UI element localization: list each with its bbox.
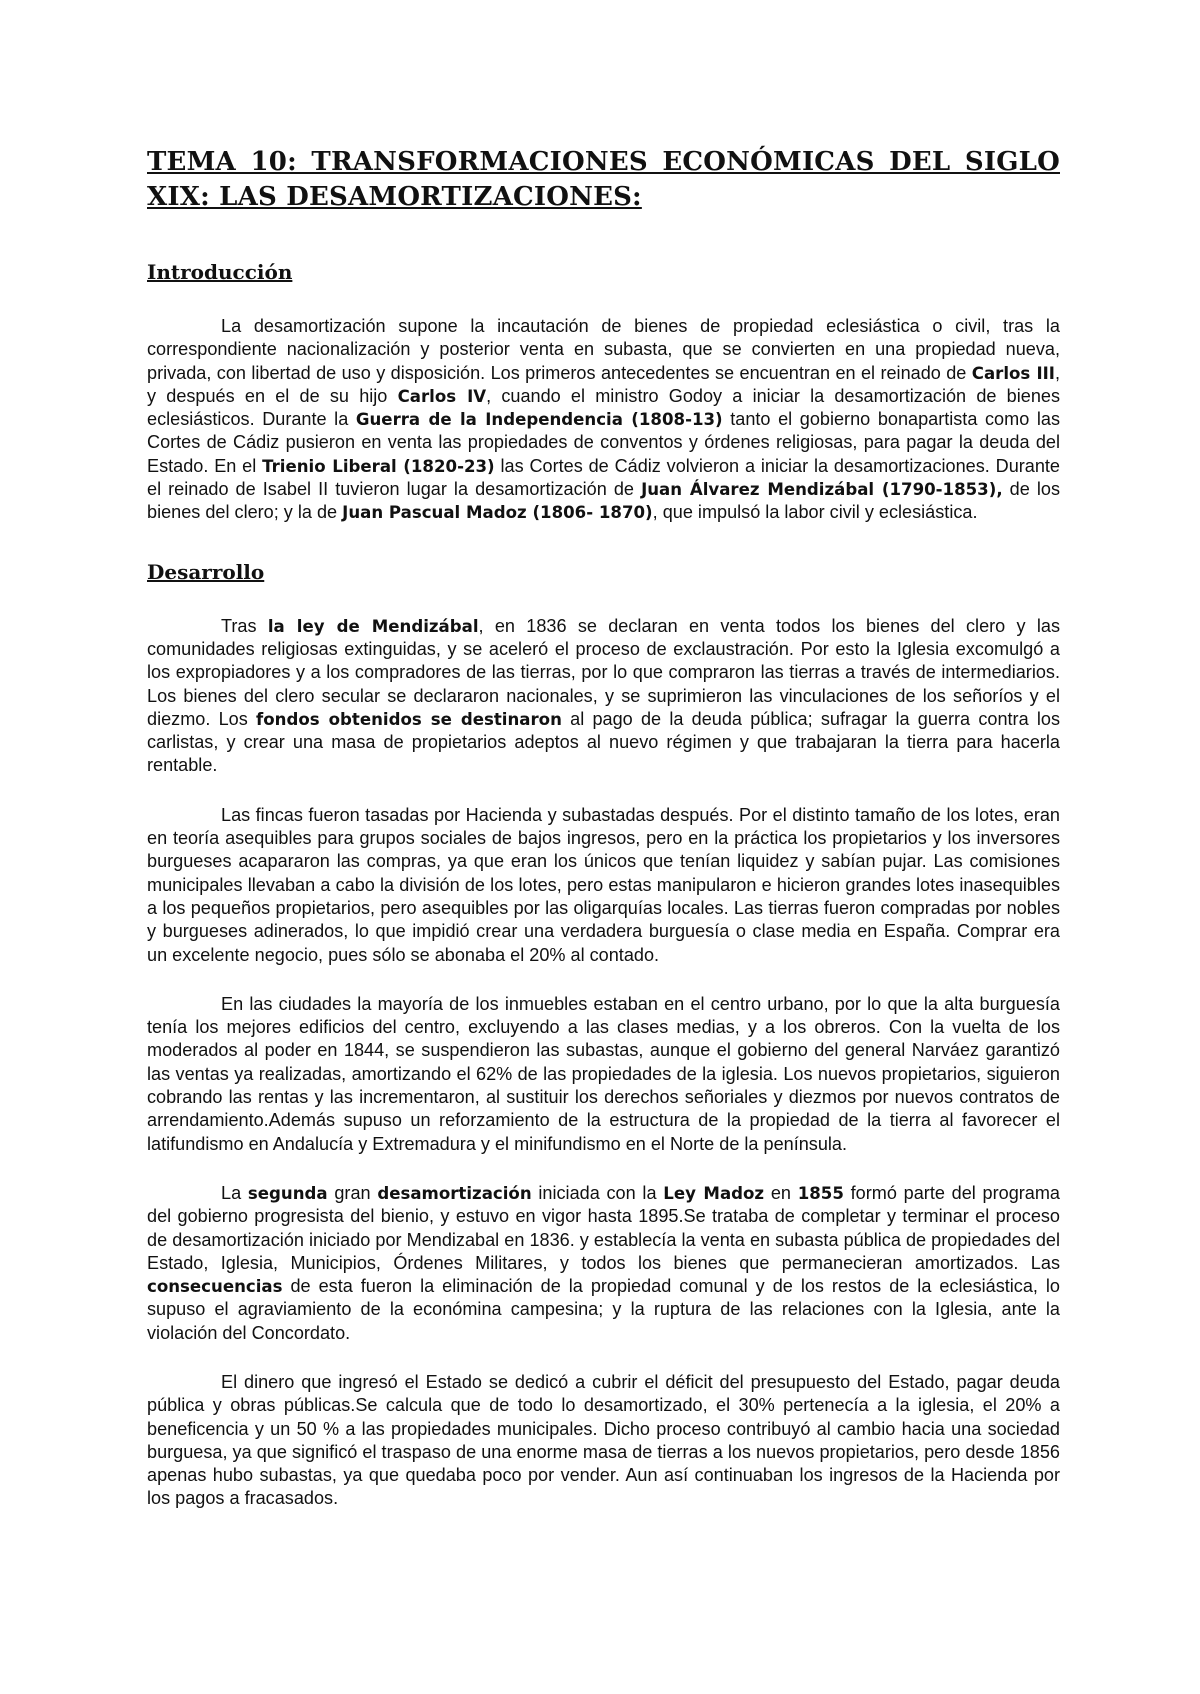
text-run: , en 1836 se declaran en venta todos los bienes del clero y las comunidades religiosas extinguidas, y se aceleró el proceso de exclaustración. Por esto la Iglesia excomulgó a los expropiadores y a los compradores de las tierras, por lo que compraron las tierras a través de intermediarios. Los bienes del clero secular se declararon nacionales, y se suprimieron las vinculaciones de los señoríos y el diezmo. Los [147,615,1061,729]
document-title: TEMA 10: TRANSFORMACIONES ECONÓMICAS DEL SIGLO XIX: LAS DESAMORTIZACIONES: [147,147,1060,212]
document-page [147,145,1060,1537]
section-heading-introduccion: Introducción [147,260,293,284]
text-run: , que impulsó la labor civil y eclesiástica. [652,502,978,523]
paragraph [147,615,1060,778]
text-run: formó parte del programa del gobierno progresista del bienio, y estuvo en vigor hasta 1895.Se trataba de completar y terminar el proceso de desamortización iniciado por Mendizabal en 1836. y establecía la venta en subasta pública de propiedades del Estado, Iglesia, Municipios, Órdenes Militares, y todos los bienes que permanecieran amortizados. Las [147,1182,1060,1273]
paragraph [147,1371,1060,1511]
paragraph [147,315,1060,525]
bold-text: desamortización [377,1183,532,1203]
text-run: en [764,1182,798,1203]
section-heading-desarrollo: Desarrollo [147,559,265,584]
bold-text: Carlos III [971,363,1055,383]
text-run: El dinero que ingresó el Estado se dedicó a cubrir el déficit del presupuesto del Estado, pagar deuda pública y obras públicas.Se calcula que de todo lo desamortizado, el 30% pertenecía a la iglesia, el 20% a beneficencia y un 50 % a las propiedades municipales. Dicho proceso contribuyó al cambio hacia una sociedad burguesa, ya que significó el traspaso de una enorme masa de tierras a los nuevos propietarios, pero desde 1856 apenas hubo subastas, ya que quedaba poco por vender. Aun así continuaban los ingresos de la Hacienda por los pagos a fracasados. [147,1371,1060,1509]
bold-text: consecuencias [147,1277,283,1297]
paragraph [147,804,1060,967]
text-run: En las ciudades la mayoría de los inmuebles estaban en el centro urbano, por lo que la alta burguesía tenía los mejores edificios del centro, excluyendo a las clases medias, y a los obreros. Con la vuelta de los moderados al poder en 1844, se suspendieron las subastas, aunque el gobierno del general Narváez garantizó las ventas ya realizadas, amortizando el 62% de las propiedades de la iglesia. Los nuevos propietarios, siguieron cobrando las rentas y las incrementaron, al sustituir los derechos señoriales y diezmos por nuevos contratos de arrendamiento.Además supuso un reforzamiento de la estructura de la propiedad de la tierra al favorecer el latifundismo en Andalucía y Extremadura y el minifundismo en el Norte de la península. [147,993,1060,1154]
text-run: gran [327,1182,378,1203]
bold-text: 1855 [797,1183,844,1203]
paragraph [147,1182,1060,1345]
bold-text: fondos obtenidos se destinaron [256,709,562,729]
text-run: iniciada con la [531,1182,664,1203]
text-run: las Cortes de Cádiz volvieron a iniciar la desamortizaciones. Durante el reinado de Isabel II tuvieron lugar la desamortización de [147,455,1060,500]
paragraph [147,993,1060,1156]
bold-text: Guerra de la Independencia (1808-13) [355,410,723,430]
text-run: de los bienes del clero; y la de [147,479,1060,523]
text-run: Tras [221,615,268,636]
document-body [147,259,1060,1511]
bold-text: Ley Madoz [663,1183,765,1203]
bold-text: segunda [247,1183,328,1203]
text-run: , y después en el de su hijo [147,362,1060,406]
bold-text: la ley de Mendizábal [267,616,479,636]
bold-text: Juan Álvarez Mendizábal (1790-1853), [641,480,1003,500]
text-run: , cuando el ministro Godoy a iniciar la desamortización de bienes eclesiásticos. Durante la [147,385,1060,430]
text-run: tanto el gobierno bonapartista como las Cortes de Cádiz pusieron en venta las propiedades de conventos y órdenes religiosas, para pagar la deuda del Estado. En el [147,409,1060,476]
text-run: La desamortización supone la incautación de bienes de propiedad eclesiástica o civil, tras la correspondiente nacionalización y posterior venta en subasta, que se convierten en una propiedad nueva, privada, con libertad de uso y disposición. Los primeros antecedentes se encuentran en el reinado de [147,316,1060,383]
text-run: de esta fueron la eliminación de la propiedad comunal y de los restos de la eclesiástica, lo supuso el agraviamiento de la económina campesina; y la ruptura de las relaciones con la Iglesia, ante la violación del Concordato. [147,1276,1060,1343]
bold-text: Carlos IV [397,386,487,406]
text-run: Las fincas fueron tasadas por Hacienda y subastadas después. Por el distinto tamaño de los lotes, eran en teoría asequibles para grupos sociales de bajos ingresos, pero en la práctica los propietarios y los inversores burgueses acapararon las compras, ya que eran los únicos que tenían liquidez y sabían pujar. Las comisiones municipales llevaban a cabo la división de los lotes, pero estas manipularon e hicieron grandes lotes inasequibles a los pequeños propietarios, pero asequibles por las oligarquías locales. Las tierras fueron compradas por nobles y burgueses adinerados, lo que impidió crear una verdadera burguesía o clase media en España. Comprar era un excelente negocio, pues sólo se abonaba el 20% al contado. [147,804,1060,965]
bold-text: Trienio Liberal (1820-23) [262,456,495,476]
bold-text: Juan Pascual Madoz (1806- 1870) [342,503,653,523]
text-run: al pago de la deuda pública; sufragar la guerra contra los carlistas, y crear una masa de propietarios adeptos al nuevo régimen y que trabajaran la tierra para hacerla rentable. [147,708,1060,776]
text-run: La [221,1182,248,1203]
